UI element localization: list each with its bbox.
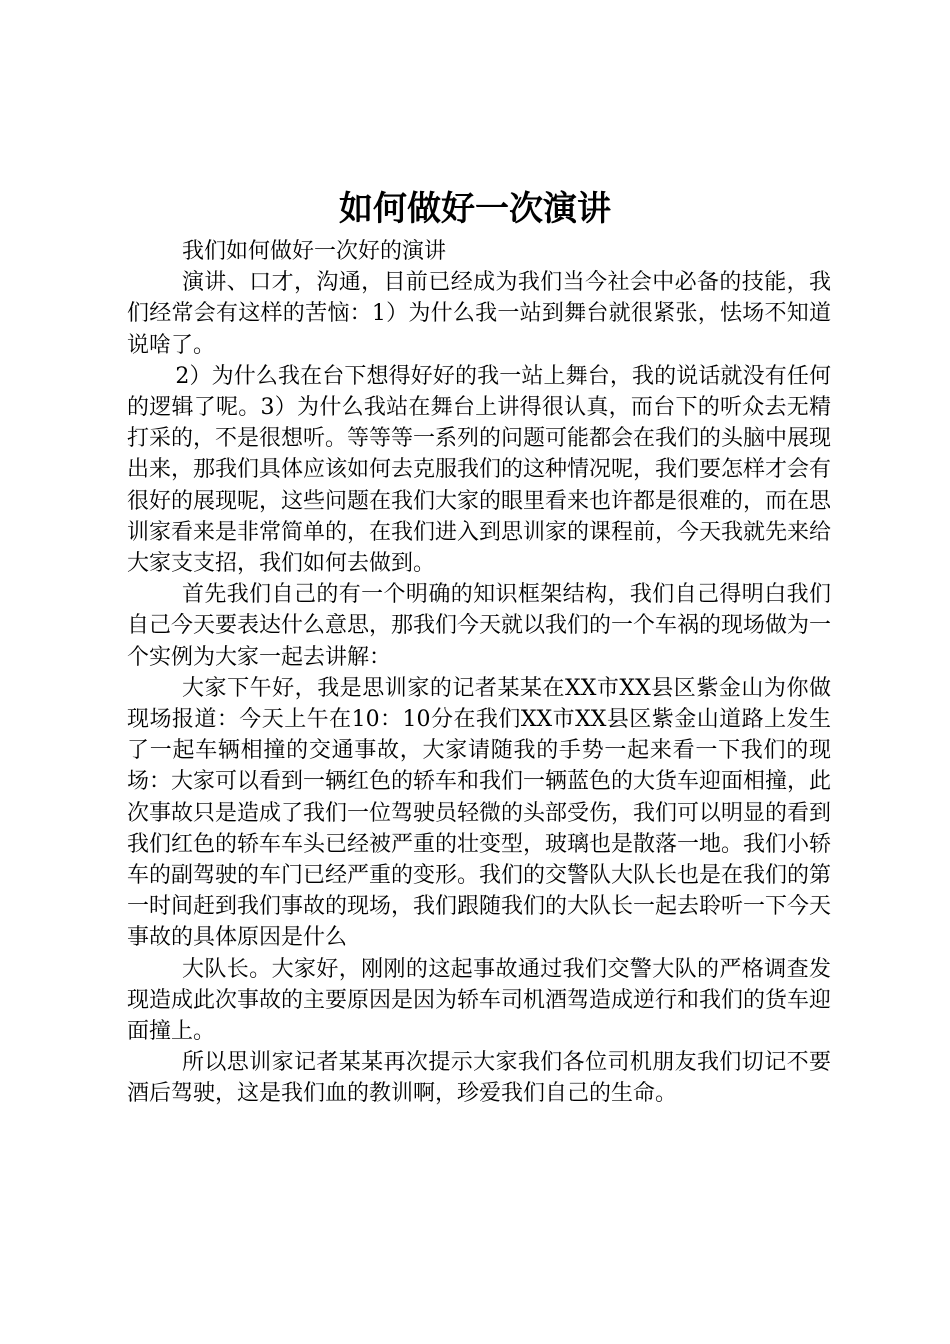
document-body: [127, 236, 831, 1110]
paragraph-intro: 演讲、口才，沟通，目前已经成为我们当今社会中必备的技能，我们经常会有这样的苦恼：1）为什么我一站到舞台就很紧张，怯场不知道说啥了。: [127, 270, 831, 358]
paragraph-captain: 大队长。大家好，刚刚的这起事故通过我们交警大队的严格调查发现造成此次事故的主要原因是因为轿车司机酒驾造成逆行和我们的货车迎面撞上。: [127, 956, 832, 1045]
paragraph-conclusion: 所以思训家记者某某再次提示大家我们各位司机朋友我们切记不要酒后驾驶，这是我们血的教训啊，珍爱我们自己的生命。: [127, 1050, 831, 1107]
paragraph-questions: 2）为什么我在台下想得好好的我一站上舞台，我的说话就没有任何的逻辑了呢。3）为什么我站在舞台上讲得很认真，而台下的听众去无精打采的，不是很想听。等等等一系列的问题可能都会在我们的头脑中展现出来，那我们具体应该如何去克服我们的这种情况呢，我们要怎样才会有很好的展现呢，这些问题在我们大家的眼里看来也许都是很难的，而在思训家看来是非常简单的，在我们进入到思训家的课程前，今天我就先来给大家支支招，我们如何去做到。: [127, 363, 832, 577]
paragraph-framework: 首先我们自己的有一个明确的知识框架结构，我们自己得明白我们自己今天要表达什么意思，那我们今天就以我们的一个车祸的现场做为一个实例为大家一起去讲解：: [127, 582, 832, 670]
paragraph-report: 大家下午好，我是思训家的记者某某在XX市XX县区紫金山为你做现场报道：今天上午在10：10分在我们XX市XX县区紫金山道路上发生了一起车辆相撞的交通事故，大家请随我的手势一起来看一下我们的现场：大家可以看到一辆红色的轿车和我们一辆蓝色的大货车迎面相撞，此次事故只是造成了我们一位驾驶员轻微的头部受伤，我们可以明显的看到我们红色的轿车车头已经被严重的壮变型，玻璃也是散落一地。我们小轿车的副驾驶的车门已经严重的变形。我们的交警队大队长也是在我们的第一时间赶到我们事故的现场，我们跟随我们的大队长一起去聆听一下今天事故的具体原因是什么: [127, 675, 832, 951]
paragraph-subtitle: 我们如何做好一次好的演讲: [182, 239, 447, 264]
document-title: 如何做好一次演讲: [339, 189, 611, 229]
